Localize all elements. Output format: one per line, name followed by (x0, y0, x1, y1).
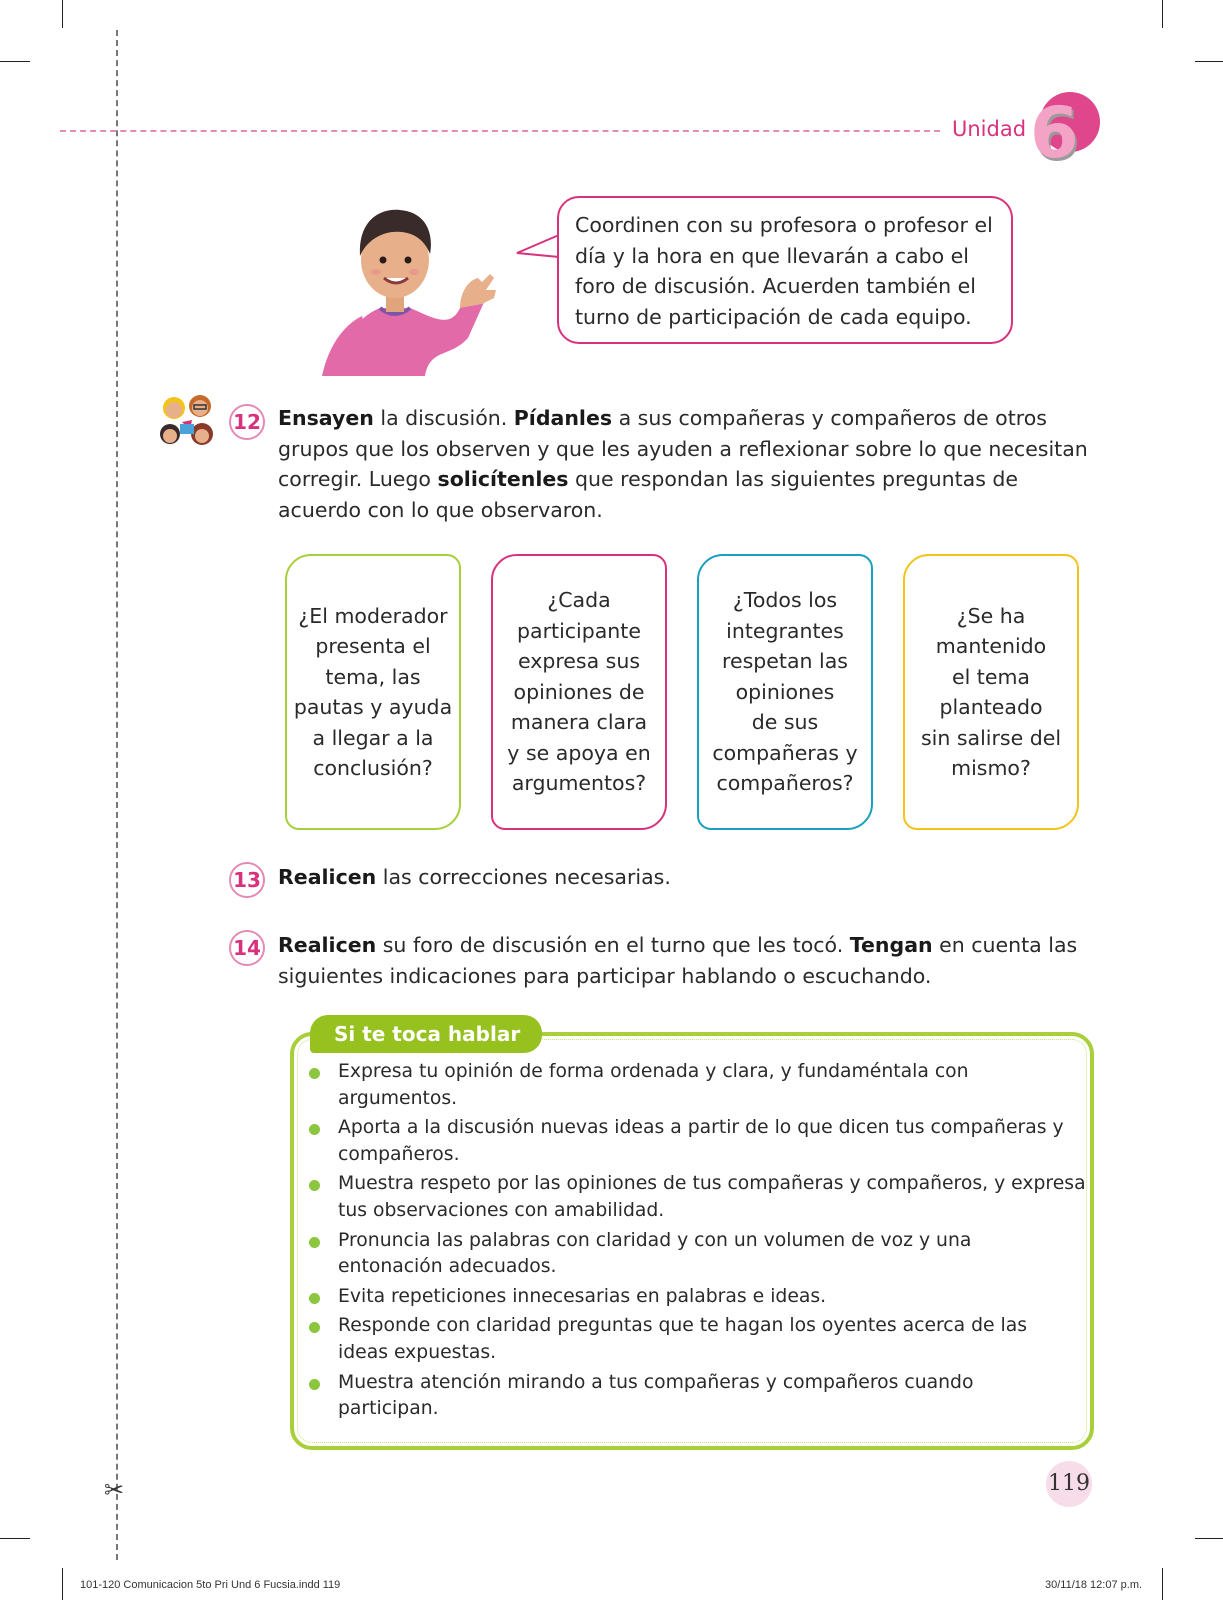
emphasis: solicítenles (437, 467, 569, 491)
step-12-line: acuerdo con lo que observaron. (278, 497, 603, 522)
group-work-icon (156, 392, 218, 450)
bubble-line: foro de discusión. Acuerden también el (575, 274, 976, 298)
card-line: opiniones de (513, 679, 645, 704)
step-12-line: grupos que los observen y que les ayuden a reflexionar sobre lo que necesitan (278, 436, 1088, 461)
card-line: presenta el (315, 634, 431, 658)
emphasis: Pídanles (513, 406, 613, 430)
card-line: manera clara (510, 710, 648, 735)
card-line: pautas y ayuda (293, 695, 453, 719)
tip-line: Muestra atención mirando a tus compañeras y compañeros cuando (338, 1371, 974, 1393)
tip-item (306, 1171, 1086, 1224)
card-line: ¿El moderador (298, 603, 448, 628)
card-line: ¿Cada (547, 588, 611, 613)
step-12-line (278, 464, 1098, 495)
text-run: su foro de discusión en el turno que les tocó. (376, 933, 850, 957)
step-14-line: siguientes indicaciones para participar hablando o escuchando. (278, 963, 932, 988)
text-run: la discusión. (373, 406, 514, 430)
text-run: corregir. Luego (278, 467, 438, 491)
tip-item (306, 1059, 1086, 1112)
question-card-topic (903, 554, 1079, 830)
tip-line: entonación adecuados. (338, 1256, 557, 1278)
crop-mark (1162, 1568, 1163, 1600)
card-line: mantenido (935, 634, 1047, 658)
emphasis: Tengan (849, 933, 933, 957)
card-line: ¿Todos los (732, 588, 838, 613)
tip-line: argumentos. (338, 1087, 458, 1109)
card-line: respetan las (722, 649, 848, 674)
bubble-line: Coordinen con su profesora o profesor el (575, 213, 993, 237)
question-card-respect (697, 554, 873, 830)
card-line: mismo? (951, 756, 1031, 780)
crop-mark (0, 61, 30, 62)
card-line: sin salirse del (920, 725, 1062, 750)
girl-illustration (300, 198, 500, 376)
tip-item (306, 1284, 1086, 1311)
crop-mark (1162, 0, 1163, 28)
tip-line: Pronuncia las palabras con claridad y con un volumen de voz y una (338, 1229, 972, 1251)
card-line: compañeras y (712, 740, 858, 765)
step-12-text (278, 403, 1098, 525)
text-run: a sus compañeras y compañeros de otros (612, 406, 1047, 430)
card-text (921, 601, 1061, 784)
crop-mark (1195, 1538, 1223, 1539)
question-card-moderator (285, 554, 461, 830)
bubble-tail (515, 233, 561, 263)
card-line: conclusión? (313, 756, 433, 780)
cut-line (116, 30, 118, 1560)
bubble-line: día y la hora en que llevarán a cabo el (575, 243, 969, 268)
emphasis: Ensayen (278, 406, 374, 430)
header-dashed-rule (60, 130, 940, 132)
card-line: argumentos? (511, 771, 647, 796)
tip-item (306, 1228, 1086, 1281)
unit-number: 6 (1030, 92, 1079, 174)
step-13-text (278, 862, 1098, 893)
crop-mark (0, 1538, 30, 1539)
step-14-line (278, 930, 1098, 961)
card-text (712, 585, 857, 799)
step-12-line (278, 403, 1098, 434)
card-line: a llegar a la (312, 725, 434, 750)
card-line: planteado (939, 695, 1043, 719)
tip-line: Evita repeticiones innecesarias en palabras e ideas. (338, 1285, 827, 1307)
text-run: las correcciones necesarias. (376, 865, 671, 889)
card-line: opiniones (735, 679, 835, 704)
unit-label: Unidad (952, 117, 1027, 141)
instruction-bubble (557, 196, 1013, 344)
tip-item (306, 1370, 1086, 1423)
tip-line: Muestra respeto por las opiniones de tus compañeras y compañeros, y expresa (338, 1173, 1086, 1195)
text-run: en cuenta las (932, 933, 1078, 957)
tip-line: ideas expuestas. (338, 1341, 497, 1363)
card-line: de sus (751, 710, 819, 735)
card-line: el tema (951, 664, 1030, 689)
card-text (507, 585, 650, 799)
tip-item (306, 1115, 1086, 1168)
card-line: y se apoya en (507, 740, 651, 765)
crop-mark (62, 1568, 63, 1600)
tip-line: Expresa tu opinión de forma ordenada y clara, y fundaméntala con (338, 1061, 969, 1082)
scissors-icon: ✂ (104, 1476, 125, 1504)
step-14-text (278, 930, 1098, 991)
print-slug-file: 101-120 Comunicacion 5to Pri Und 6 Fucsia.indd 119 (80, 1579, 341, 1591)
tip-line: Aporta a la discusión nuevas ideas a partir de lo que dicen tus compañeras y (338, 1117, 1064, 1139)
question-card-participants (491, 554, 667, 830)
card-line: compañeros? (716, 771, 854, 796)
emphasis: Realicen (278, 933, 377, 957)
text-run: que respondan las siguientes preguntas de (568, 467, 1019, 491)
speaking-tips-list (306, 1059, 1086, 1426)
tip-line: tus observaciones con amabilidad. (338, 1199, 665, 1221)
card-line: expresa sus (517, 649, 641, 674)
bubble-line: turno de participación de cada equipo. (575, 304, 972, 329)
card-line: ¿Se ha (956, 603, 1026, 628)
tip-line: compañeros. (338, 1143, 460, 1165)
card-text (294, 601, 452, 784)
step-number-12: 12 (229, 404, 265, 440)
page-number: 119 (1046, 1461, 1092, 1507)
print-slug-date: 30/11/18 12:07 p.m. (1045, 1579, 1143, 1591)
card-line: participante (517, 618, 641, 643)
step-number-14: 14 (229, 930, 265, 966)
speaking-tips-title: Si te toca hablar (310, 1015, 542, 1053)
crop-mark (1195, 61, 1223, 62)
card-line: tema, las (325, 664, 421, 689)
crop-mark (62, 0, 63, 28)
card-line: integrantes (726, 618, 844, 643)
step-number-13: 13 (229, 862, 265, 898)
tip-item (306, 1313, 1086, 1366)
emphasis: Realicen (278, 865, 377, 889)
tip-line: Responde con claridad preguntas que te hagan los oyentes acerca de las (338, 1315, 1028, 1337)
tip-line: participan. (338, 1398, 439, 1420)
